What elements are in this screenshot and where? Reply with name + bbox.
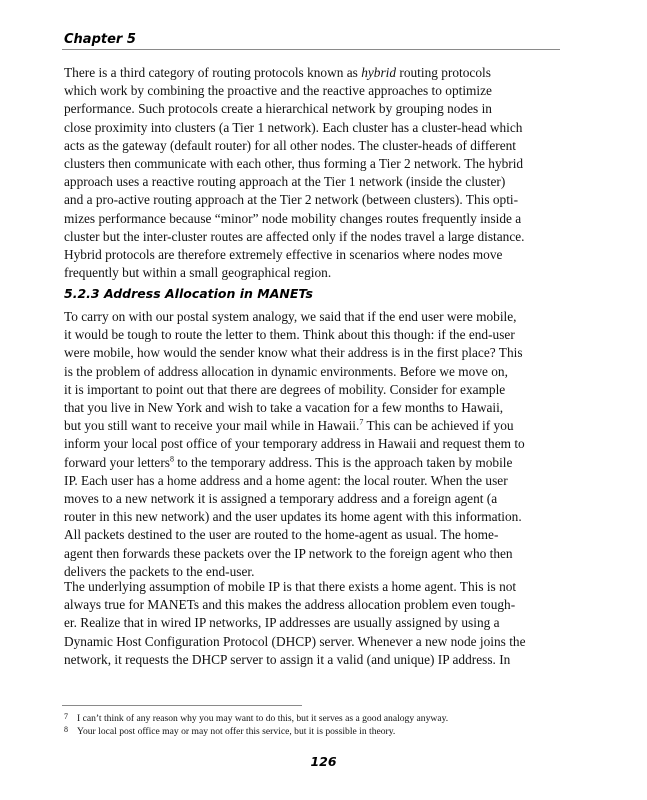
paragraph-line: router in this new network) and the user updates its home agent with this information. (64, 509, 522, 525)
paragraph-line: To carry on with our postal system analogy, we said that if the end user were mobile, (64, 309, 517, 324)
paragraph-address-allocation (64, 308, 564, 581)
paragraph-line: always true for MANETs and this makes the address allocation problem even tough- (64, 597, 516, 613)
paragraph-line: it would be tough to route the letter to them. Think about this though: if the end-user (64, 327, 515, 343)
paragraph-line: it is important to point out that there are degrees of mobility. Consider for example (64, 381, 506, 397)
paragraph-line: moves to a new network it is assigned a temporary address and a foreign agent (a (64, 491, 498, 507)
paragraph-line: delivers the packets to the end-user. (64, 563, 255, 579)
footnote-ref-8: 8 (169, 454, 174, 464)
footnote-7 (64, 712, 564, 724)
paragraph-mobile-ip (64, 578, 564, 669)
paragraph-line: frequently but within a small geographical region. (64, 265, 332, 281)
section-heading: 5.2.3 Address Allocation in MANETs (64, 286, 313, 301)
paragraph-line: clusters then communicate with each other, thus forming a Tier 2 network. The hybrid (64, 156, 524, 172)
paragraph-line: mizes performance because “minor” node mobility changes routes frequently inside a (64, 210, 522, 226)
paragraph-line: acts as the gateway (default router) for all other nodes. The cluster-heads of different (64, 137, 516, 153)
paragraph-line: that you live in New York and wish to take a vacation for a few months to Hawaii, (64, 400, 504, 416)
paragraph-line: All packets destined to the user are routed to the home-agent as usual. The home- (64, 527, 499, 543)
paragraph-line: cluster but the inter-cluster routes are affected only if the nodes travel a large distance. (64, 228, 525, 244)
footnote-rule (62, 705, 302, 706)
paragraph-line: and a pro-active routing approach at the Tier 2 network (between clusters). This opti- (64, 192, 519, 208)
paragraph-line: forward your letters$^8$ to the temporary address. This is the approach taken by mobile (64, 454, 513, 470)
paragraph-line: is the problem of address allocation in dynamic environments. Before we move on, (64, 363, 508, 379)
paragraph-line: agent then forwards these packets over the IP network to the foreign agent who then (64, 545, 513, 561)
footnote-ref-7: 7 (359, 417, 364, 427)
paragraph-line: inform your local post office of your temporary address in Hawaii and request them to (64, 436, 525, 452)
footnote-number: 7 (64, 712, 68, 721)
paragraph-line: IP. Each user has a home address and a home agent: the local router. When the user (64, 472, 508, 488)
page-number: 126 (310, 754, 337, 769)
paragraph-line: performance. Such protocols create a hierarchical network by grouping nodes in (64, 101, 492, 117)
footnote-text: I can’t think of any reason why you may want to do this, but it serves as a good analogy anyway. (77, 713, 449, 724)
paragraph-line: were mobile, how would the sender know what their address is in the first place? This (64, 345, 523, 361)
header-rule (62, 49, 560, 50)
footnote-8 (64, 725, 564, 737)
paragraph-line: Dynamic Host Configuration Protocol (DHCP) server. Whenever a new node joins the (64, 633, 526, 649)
hybrid-emphasis: hybrid (361, 65, 397, 80)
paragraph-line: which work by combining the proactive and the reactive approaches to optimize (64, 83, 492, 99)
paragraph-line: er. Realize that in wired IP networks, IP addresses are usually assigned by using a (64, 615, 500, 631)
paragraph-line: close proximity into clusters (a Tier 1 network). Each cluster has a cluster-head which (64, 119, 523, 135)
paragraph-hybrid-protocols (64, 64, 564, 282)
paragraph-line: network, it requests the DHCP server to assign it a valid (and unique) IP address. In (64, 651, 511, 667)
paragraph-line: The underlying assumption of mobile IP is that there exists a home agent. This is not (64, 579, 517, 594)
paragraph-line: There is a third category of routing protocols known as hybrid routing protocols (64, 65, 491, 80)
footnote-number: 8 (64, 725, 68, 734)
footnote-text: Your local post office may or may not offer this service, but it is possible in theory. (77, 726, 396, 737)
paragraph-line: but you still want to receive your mail while in Hawaii.$^7$ This can be achieved if you (64, 417, 514, 434)
paragraph-line: Hybrid protocols are therefore extremely effective in scenarios where nodes move (64, 247, 503, 263)
chapter-header: Chapter 5 (64, 32, 136, 47)
paragraph-line: approach uses a reactive routing approach at the Tier 1 network (inside the cluster) (64, 174, 506, 190)
